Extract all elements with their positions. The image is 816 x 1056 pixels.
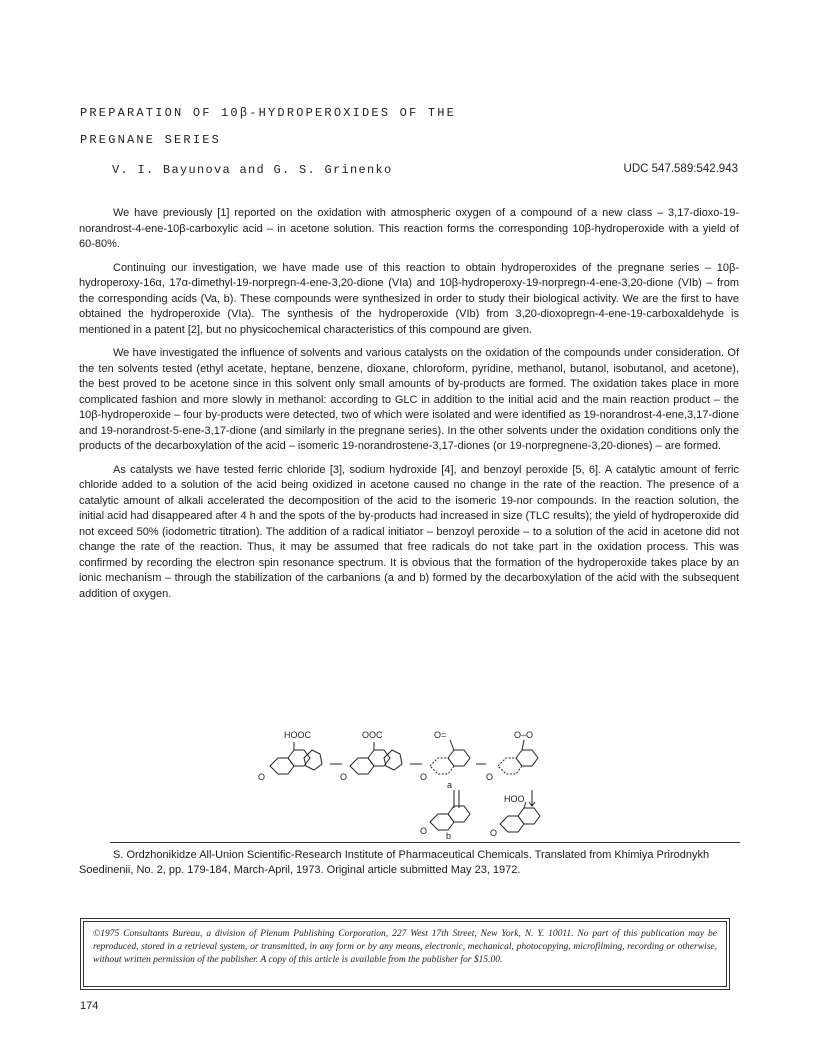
label-b: b [446, 831, 452, 840]
hydroperoxide-structure [500, 802, 540, 832]
affiliation-text: S. Ordzhonikidze All-Union Scientific-Research Institute of Pharmaceutical Chemicals. Translated from Khimiya Prirodnykh Soedinenii, No. 2, pp. 179-184, March-April, 1973. Original article submitted May 23, 1972. [79, 849, 710, 876]
carbanion-a-structure [430, 740, 470, 774]
copyright-box [80, 918, 730, 990]
label-o-1: O [258, 772, 266, 782]
label-hooc: HOOC [284, 730, 311, 740]
label-o-2: O [340, 772, 348, 782]
carbanion-b-structure [430, 806, 470, 830]
label-o-3: O [420, 772, 428, 782]
paragraph-3: We have investigated the influence of solvents and various catalysts on the oxidation of the compounds under consideration. Of the ten solvents tested (ethyl acetate, heptane, benzene, dioxane, chloroform, pyridine, methanol, butanol, isobutanol, and acetone), the best proved to be acetone since in this solvent only small amounts of by-products are formed. The oxidation takes place in more complicated fashion and more slowly in methanol: according to GLC in addition to the initial acid and the main reaction product – the 10β-hydroperoxide – four by-products were detected, two of which were isolated and were identified as 19-norandrost-4-ene,3,17-dione and 19-norandrost-5-ene-3,17-dione (and similarly in the pregnane series). In the other solvents under the oxidation conditions only the products of the decarboxylation of the acid – isomeric 19-norandrostene-3,17-diones (or 19-norpregnene-3,20-diones) – are formed. [79, 347, 739, 452]
label-o-4: O [486, 772, 494, 782]
article-title-line-1: PREPARATION OF 10β-HYDROPEROXIDES OF THE [80, 106, 457, 120]
label-o-o: O–O [514, 730, 534, 740]
label-o-6: O [490, 828, 498, 838]
label-o-5: O [420, 826, 428, 836]
paragraph-2: Continuing our investigation, we have made use of this reaction to obtain hydroperoxides of the pregnane series – 10β-hydroperoxy-16α, 17α-dimethyl-19-norpregn-4-ene-3,20-dione (VIa) and 10β-hydroperoxy-19-norpregn-4-ene-3,20-dione (VIb) – from the corresponding acids (Va, b). These compounds were synthesized in order to study their biological activity. We are the first to have obtained the hydroperoxide (VIa). The synthesis of the hydroperoxide (VIb) from 3,20-dioxopregn-4-ene-19-carboxaldehyde is mentioned in a patent [2], but no physicochemical characteristics of this compound are given. [79, 261, 739, 336]
copyright-text: ©1975 Consultants Bureau, a division of Plenum Publishing Corporation, 227 West 17th Street, New York, N. Y. 10011. No part of this publication may be reproduced, stored in a retrieval system, or transmitted, in any form or by any means, electronic, mechanical, photocopying, microfilming, recording or otherwise, without written permission of the publisher. A copy of this article is available from the publisher for $15.00. [93, 929, 717, 965]
label-a: a [447, 780, 453, 790]
article-title-line-2: PREGNANE SERIES [80, 133, 222, 147]
footnote-separator [110, 842, 740, 843]
steroid-carboxylate-structure [350, 742, 402, 774]
paragraph-4: As catalysts we have tested ferric chloride [3], sodium hydroxide [4], and benzoyl peroxide [5, 6]. A catalytic amount of ferric chloride added to a solution of the acid being oxidized in acetone caused no change in the rate of the reaction. The presence of a catalytic amount of alkali accelerated the decomposition of the acid to the isomeric 19-nor compounds. In the reaction solution, the initial acid had disappeared after 4 h and the spots of the by-products had increased in size (TLC results); the yield of hydroperoxide did not exceed 50% (iodometric titration). The addition of a radical initiator – benzoyl peroxide – to a solution of the acid in acetone did not change the rate of the reaction. Thus, it may be assumed that free radicals do not take part in the oxidation process. This was confirmed by recording the electron spin resonance spectrum. It is obvious that the formation of the hydroperoxide takes place by an ionic mechanism – through the stabilization of the carbanions (a and b) formed by the decarboxylation of the acid with the subsequent addition of oxygen. [79, 463, 739, 600]
peroxide-anion-structure [498, 740, 538, 774]
page-number: 174 [80, 1000, 99, 1012]
reaction-scheme [250, 728, 580, 840]
reaction-scheme-drawing [250, 728, 580, 840]
label-hoo: HOO [504, 794, 525, 804]
steroid-acid-structure [270, 742, 322, 774]
udc-code: UDC 547.589:542.943 [623, 163, 738, 175]
authors: V. I. Bayunova and G. S. Grinenko [112, 163, 393, 177]
article-body [79, 206, 739, 610]
label-ooc: OOC [362, 730, 383, 740]
affiliation-footnote [79, 848, 739, 878]
label-o-eq: O= [434, 730, 447, 740]
paragraph-1: We have previously [1] reported on the oxidation with atmospheric oxygen of a compound of a new class – 3,17-dioxo-19-norandrost-4-ene-10β-carboxylic acid – in acetone solution. This reaction forms the corresponding 10β-hydroperoxide with a yield of 60-80%. [79, 207, 739, 250]
